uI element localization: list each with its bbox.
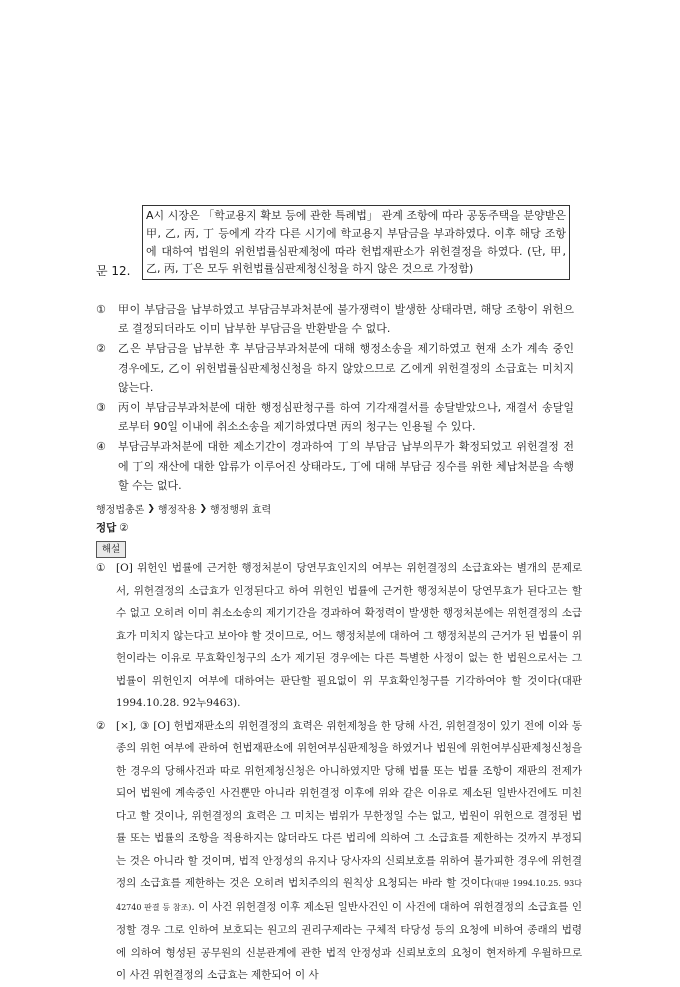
breadcrumb-item: 행정행위 효력 [210, 505, 272, 516]
choice-1 [96, 300, 574, 338]
explanation-text-block [116, 715, 582, 987]
choice-4 [96, 437, 574, 495]
explanation-badge: 해설 [96, 541, 126, 558]
explanation-text: [×], ③ [O] 헌법재판소의 위헌결정의 효력은 위헌제청을 한 당해 사건, 위헌결정이 있기 전에 이와 동종의 위헌 여부에 관하여 헌법재판소에 위헌여부심판제청을 하였거나 법원에 위헌여부심판제청신청을 한 경우의 당해사건과 따로 위헌제청신청은 아니하였지만 당해 법률 또는 법률 조항이 재판의 전제가 되어 법원에 계속중인 사건뿐만 아니라 위헌결정 이후에 위와 같은 이유로 제소된 일반사건에도 미친다고 할 것이나, 위헌결정의 효력은 그 미치는 범위가 무한정일 수는 없고, 법원이 위헌으로 결정된 법률 또는 법률의 조항을 적용하지는 않더라도 다른 법리에 의하여 그 소급효를 제한하는 것까지 부정되는 것은 아니라 할 것이며, 법적 안정성의 유지나 당사자의 신뢰보호를 위하여 불가피한 경우에 위헌결정의 소급효를 제한하는 것은 오히려 법치주의의 원칙상 요청되는 바라 할 것이다 [116, 719, 582, 889]
breadcrumb-item: 행정법총론 [96, 505, 145, 516]
choice-2 [96, 339, 574, 397]
answer-value: ② [119, 522, 129, 534]
choice-list [96, 300, 574, 496]
explanation-item-2 [96, 715, 582, 987]
choice-text: 丙이 부담금부과처분에 대한 행정심판청구를 하여 기각재결서를 송달받았으나, 재결서 송달일로부터 90일 이내에 취소소송을 제기하였다면 丙의 청구는 인용될 수 있다. [118, 401, 574, 434]
choice-marker: ③ [96, 401, 106, 415]
chevron-right-icon: ❯ [199, 503, 208, 514]
breadcrumb [96, 501, 271, 516]
answer-label: 정답 [96, 522, 117, 534]
choice-marker: ② [96, 342, 106, 356]
choice-marker: ④ [96, 440, 106, 454]
choice-text: 甲이 부담금을 납부하였고 부담금부과처분에 불가쟁력이 발생한 상태라면, 해당 조항이 위헌으로 결정되더라도 이미 납부한 부담금을 반환받을 수 없다. [118, 303, 574, 336]
citation: (대판 1994.10.25. 93다42740 판결 등 참조) [116, 879, 582, 912]
explanation [96, 557, 582, 987]
explanation-marker: ① [96, 562, 106, 574]
choice-3 [96, 398, 574, 436]
choice-marker: ① [96, 303, 106, 316]
choice-text: 乙은 부담금을 납부한 후 부담금부과처분에 대해 행정소송을 제기하였고 현재 소가 계속 중인 경우에도, 乙이 위헌법률심판제청신청을 하지 않았으므로 乙에게 위헌결정의 소급효는 미치지 않는다. [118, 342, 574, 394]
explanation-text-cont: . 이 사건 위헌결정 이후 제소된 일반사건인 이 사건에 대하여 위헌결정의 소급효를 인정할 경우 그로 인하여 보호되는 원고의 권리구제라는 구체적 타당성 등의 요청에 비하여 종래의 법령에 의하여 형성된 공무원의 신분관계에 관한 법적 안정성과 신뢰보호의 요청이 현저하게 우월하므로 이 사건 위헌결정의 소급효는 제한되어 이 사 [116, 900, 582, 981]
answer-line [96, 520, 129, 535]
explanation-marker: ② [96, 719, 106, 732]
choice-text: 부담금부과처분에 대한 제소기간이 경과하여 丁의 부담금 납부의무가 확정되었고 위헌결정 전에 丁의 재산에 대한 압류가 이루어진 상태라도, 丁에 대해 부담금 징수를 위한 체납처분을 속행할 수는 없다. [118, 440, 574, 492]
explanation-text: [O] 위헌인 법률에 근거한 행정처분이 당연무효인지의 여부는 위헌결정의 소급효와는 별개의 문제로서, 위헌결정의 소급효가 인정된다고 하여 위헌인 법률에 근거한 행정처분이 당연무효가 된다고는 할 수 없고 오히려 이미 취소소송의 제기기간을 경과하여 확정력이 발생한 행정처분에는 위헌결정의 소급효가 미치지 않는다고 보아야 할 것이므로, 어느 행정처분에 대하여 그 행정처분의 근거가 된 법률이 위헌이라는 이유로 무효확인청구의 소가 제기된 경우에는 다른 특별한 사정이 없는 한 법원으로서는 그 법률이 위헌인지 여부에 대하여는 판단할 필요없이 위 무효확인청구를 기각하여야 할 것이다(대판 1994.10.28. 92누9463). [116, 562, 582, 709]
breadcrumb-item: 행정작용 [157, 505, 197, 516]
chevron-right-icon: ❯ [147, 503, 155, 514]
question-box: A시 시장은 「학교용지 확보 등에 관한 특례법」 관계 조항에 따라 공동주택을 분양받은 甲, 乙, 丙, 丁 등에게 각각 다른 시기에 학교용지 부담금을 부과하였다. 이후 해당 조항에 대하여 법원의 위헌법률심판제청에 따라 헌법재판소가 위헌결정을 하였다. (단, 甲, 乙, 丙, 丁은 모두 위헌법률심판제청신청을 하지 않은 것으로 가정함) [142, 205, 570, 280]
explanation-item-1 [96, 557, 582, 715]
question-number: 문 12. [96, 264, 131, 278]
